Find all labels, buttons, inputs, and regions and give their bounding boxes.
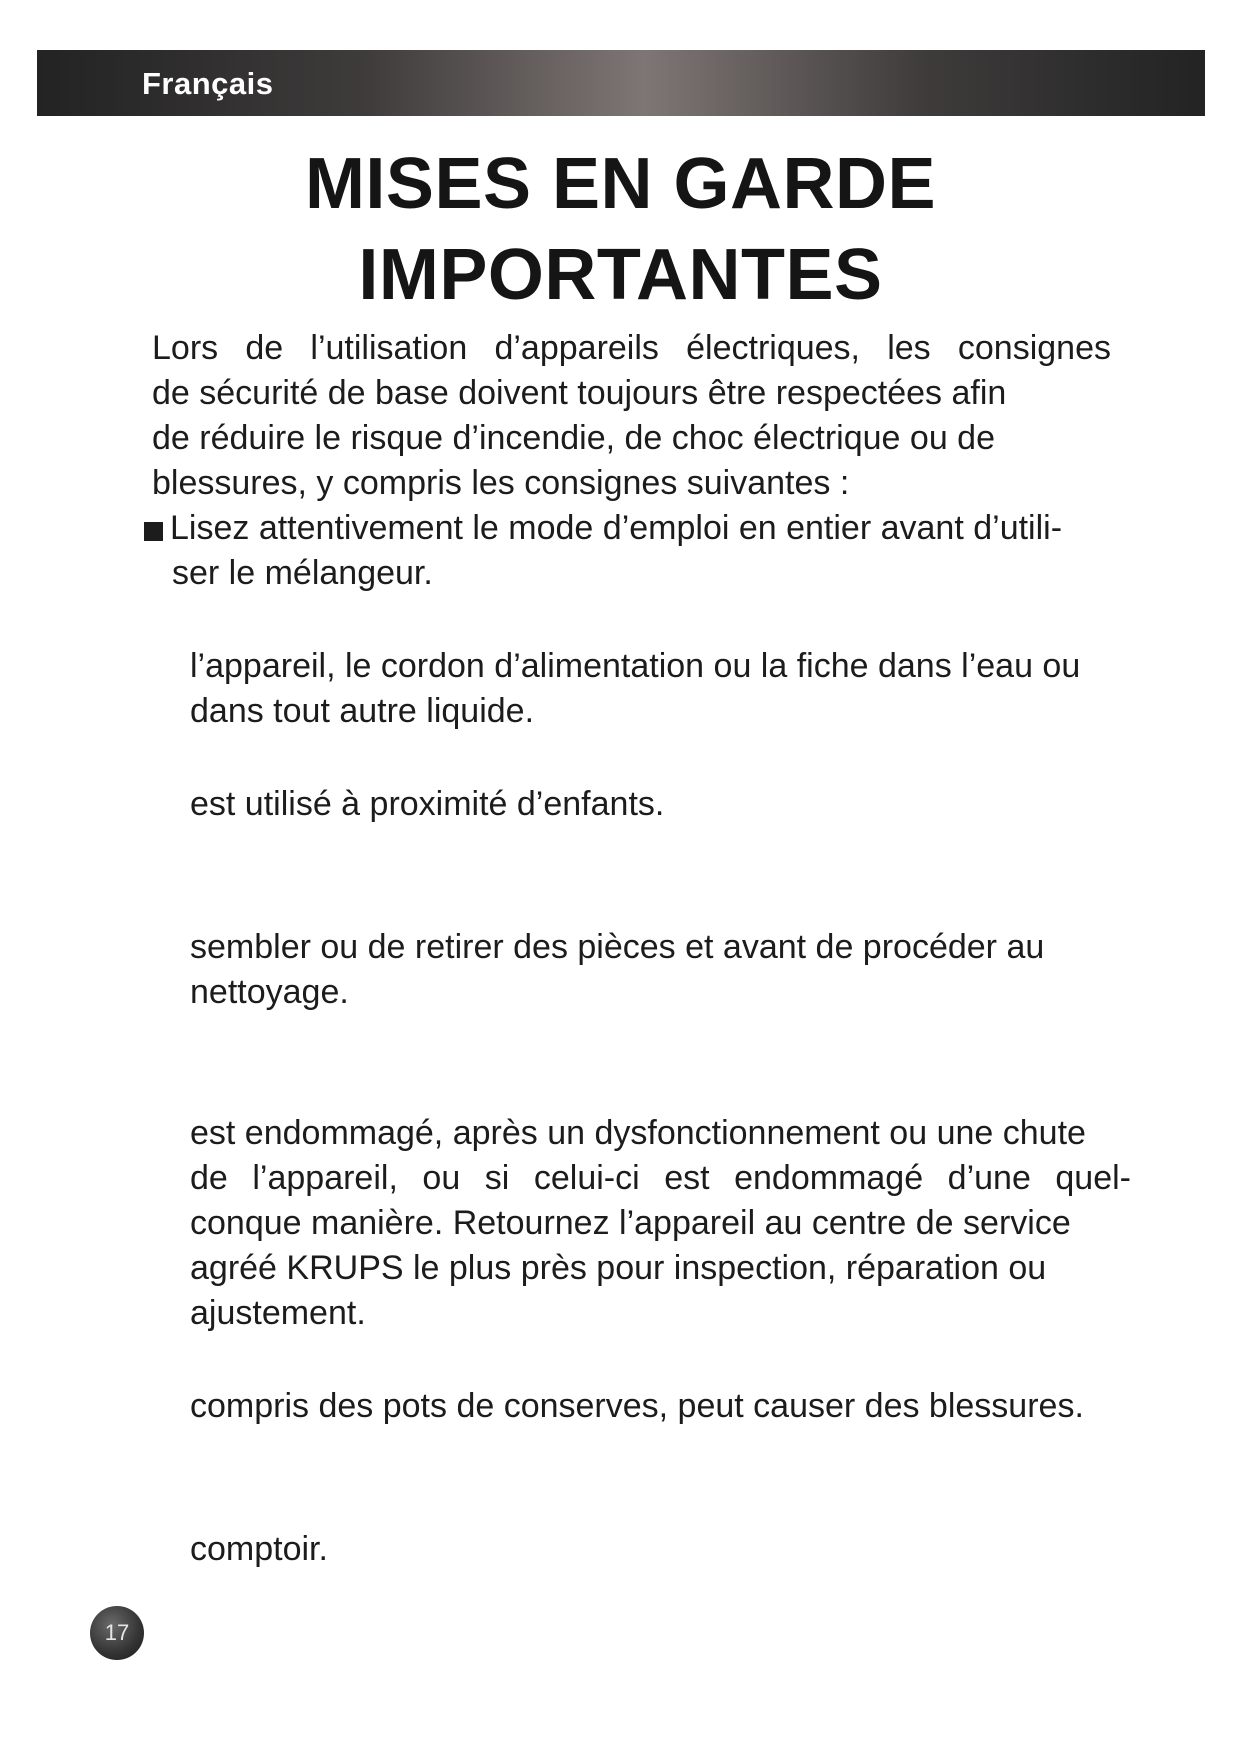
bullet1-line-2: ser le mélangeur. bbox=[172, 554, 433, 592]
fragment4-line-5: ajustement. bbox=[190, 1294, 366, 1332]
fragment1-line-1: l’appareil, le cordon d’alimentation ou la fiche dans l’eau ou bbox=[190, 647, 1081, 685]
fragment3-line-2: nettoyage. bbox=[190, 973, 349, 1011]
page-title-line-2: IMPORTANTES bbox=[358, 235, 883, 315]
fragment3-line-1: sembler ou de retirer des pièces et avant de procéder au bbox=[190, 928, 1045, 966]
fragment4-line-3: conque manière. Retournez l’appareil au centre de service bbox=[190, 1204, 1071, 1242]
fragment2-line-1: est utilisé à proximité d’enfants. bbox=[190, 785, 665, 823]
intro-line-1: Lors de l’utilisation d’appareils électriques, les consignes bbox=[152, 329, 1111, 367]
page-number-badge: 17 bbox=[90, 1606, 144, 1660]
page-title-line-1: MISES EN GARDE bbox=[304, 144, 937, 224]
language-label: Français bbox=[142, 66, 274, 101]
language-header-bar bbox=[37, 50, 1205, 116]
fragment4-line-2: de l’appareil, ou si celui-ci est endommagé d’une quel- bbox=[190, 1159, 1131, 1197]
fragment6-line-1: comptoir. bbox=[190, 1530, 328, 1568]
intro-line-4: blessures, y compris les consignes suivantes : bbox=[152, 464, 850, 502]
fragment4-line-1: est endommagé, après un dysfonctionnement ou une chute bbox=[190, 1114, 1086, 1152]
fragment1-line-2: dans tout autre liquide. bbox=[190, 692, 535, 730]
bullet1-line-1: Lisez attentivement le mode d’emploi en entier avant d’utili- bbox=[170, 509, 1063, 547]
fragment5-line-1: compris des pots de conserves, peut causer des blessures. bbox=[190, 1387, 1084, 1425]
intro-line-3: de réduire le risque d’incendie, de choc électrique ou de bbox=[152, 419, 995, 457]
intro-line-2: de sécurité de base doivent toujours être respectées afin bbox=[152, 374, 1007, 412]
bullet-square-icon bbox=[144, 522, 163, 541]
fragment4-line-4: agréé KRUPS le plus près pour inspection, réparation ou bbox=[190, 1249, 1047, 1287]
